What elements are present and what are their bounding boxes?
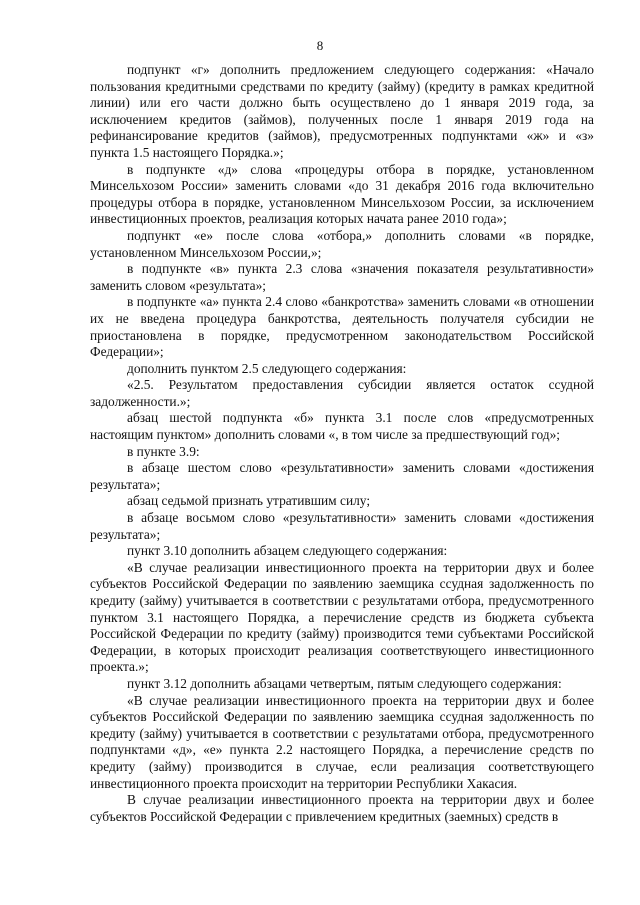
paragraph: дополнить пунктом 2.5 следующего содержания:	[127, 360, 407, 376]
paragraph: в пункте 3.9:	[127, 443, 200, 459]
paragraph: абзац шестой подпункта «б» пункта 3.1 после слов «предусмотренных настоящим пунктом» дополнить словами «, в том числе за предшествующий год»;	[90, 410, 594, 443]
paragraph: в подпункте «д» слова «процедуры отбора в порядке, установленном Минсельхозом России» заменить словами «до 31 декабря 2016 года включительно процедуры отбора в порядке, установленном Минсельхозом России, за исключением инвестиционных проектов, реализация которых начата ранее 2010 года»;	[90, 161, 594, 227]
paragraph: в подпункте «в» пункта 2.3 слова «значения показателя результативности» заменить словом «результата»;	[90, 261, 594, 293]
paragraph: в абзаце восьмом слово «результативности» заменить словами «достижения результата»;	[90, 510, 594, 542]
paragraph: в абзаце шестом слово «результативности» заменить словами «достижения результата»;	[90, 460, 594, 492]
paragraph: пункт 3.12 дополнить абзацами четвертым, пятым следующего содержания:	[127, 675, 562, 691]
paragraph: абзац седьмой признать утратившим силу;	[127, 493, 371, 509]
quoted-paragraph: «2.5. Результатом предоставления субсидии является остаток ссудной задолженности.»;	[90, 377, 594, 409]
paragraph: подпункт «г» дополнить предложением следующего содержания: «Начало пользования кредитными средствами по кредиту (займу) (кредиту в рамках кредитной линии) или его части должно быть осуществлено до 1 января 2019 года, за исключением кредитов (займов), полученных после 1 января 2019 года на рефинансирование кредитов (займов), предусмотренных подпунктами «ж» и «з» пункта 1.5 настоящего Порядка.»;	[90, 62, 594, 160]
page-number: 8	[316, 38, 324, 53]
paragraph: В случае реализации инвестиционного проекта на территории двух и более субъектов Российской Федерации с привлечением кредитных (заемных) средств в	[90, 792, 594, 824]
paragraph: пункт 3.10 дополнить абзацем следующего содержания:	[127, 543, 448, 559]
quoted-paragraph: «В случае реализации инвестиционного проекта на территории двух и более субъектов Российской Федерации по заявлению заемщика ссудная задолженность по кредиту (займу) учитывается в соответствии с результатами отбора, предусмотренного пунктом 3.1 настоящего Порядка, а перечисление средств из бюджета субъекта Российской Федерации по кредиту (займу) производится теми субъектами Российской Федерации, в которых происходит реализация соответствующего инвестиционного проекта.»;	[90, 559, 594, 675]
document-body	[90, 62, 594, 825]
paragraph: в подпункте «а» пункта 2.4 слово «банкротства» заменить словами «в отношении их не введена процедура банкротства, деятельность получателя субсидии не приостановлена в порядке, предусмотренном законодательством Российской Федерации»;	[90, 294, 594, 360]
quoted-paragraph: «В случае реализации инвестиционного проекта на территории двух и более субъектов Российской Федерации по заявлению заемщика ссудная задолженность по кредиту (займу) учитывается в соответствии с результатами отбора, предусмотренного подпунктами «д», «е» пункта 2.2 настоящего Порядка, а перечисление средств по кредиту (займу) производится в случае, если реализация соответствующего инвестиционного проекта происходит на территории Республики Хакасия.	[90, 692, 594, 791]
paragraph: подпункт «е» после слова «отбора,» дополнить словами «в порядке, установленном Минсельхозом России,»;	[90, 227, 594, 260]
